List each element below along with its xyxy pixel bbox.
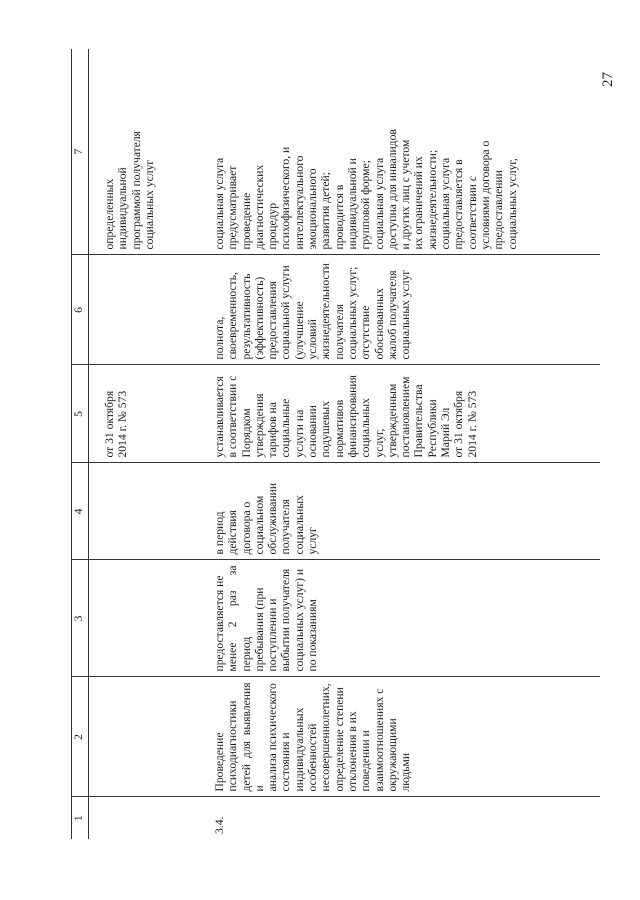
row-number: 3.4.	[213, 816, 226, 834]
service-volume-cell: предоставляется не менее 2 раз за период пребывания (при поступлении и выбытии получателя социальных услуг) и по показаниям	[207, 560, 600, 677]
page-number: 27	[599, 71, 616, 87]
table-cell	[89, 797, 208, 839]
table-cell: от 31 октября 2014 г. № 573	[89, 365, 208, 463]
column-number-row	[72, 49, 89, 839]
table-cell: определенных индивидуальной программой получателя социальных услуг	[89, 49, 208, 255]
table-cell	[89, 463, 208, 560]
column-header: 2	[72, 677, 89, 797]
column-header: 4	[72, 463, 89, 560]
rotated-table-container	[71, 49, 601, 839]
service-tariff-cell: устанавливается в соответствии с Порядком утверждения тарифов на социальные услуги на основании подушевых нормативов финансирования социальных услуг, утвержденным постановлением Правительства Республики Марий Эл от 31 октября 2014 г. № 573	[207, 365, 600, 463]
table-row	[207, 49, 600, 839]
service-name-cell: Проведение психодиагностики детей для выявления и анализа психического состояния и индивидуальных особенностей несовершеннолетних, определение степени отклонения в их поведении и взаимоотношениях с окружающими людьми	[207, 677, 600, 797]
column-header: 5	[72, 365, 89, 463]
table-cell	[89, 560, 208, 677]
column-header: 6	[72, 255, 89, 365]
services-table	[71, 49, 600, 839]
column-header: 3	[72, 560, 89, 677]
table-row	[89, 49, 208, 839]
column-header: 7	[72, 49, 89, 255]
service-period-cell: в период действия договора о социальном обслуживании получателя социальных услуг	[207, 463, 600, 560]
service-conditions-cell: социальная услуга предусматривает проведение диагностических процедур психофизического, и интеллектуального эмоционального развития детей; проводится в индивидуальной и групповой форме; социальная услуга доступна для инвалидов и других лиц с учетом их ограничений их жизнедеятельности; социальная услуга предоставляется в соответствии с условиями договора о предоставлении социальных услуг,	[207, 49, 600, 255]
quality-indicators-cell: полнота, своевременность, результативность (эффективность) предоставления социальной услуги (улучшение условий жизнедеятельности получателя социальных услуг; отсутствие обоснованных жалоб получателя социальных услуг	[207, 255, 600, 365]
table-cell	[89, 677, 208, 797]
column-header: 1	[72, 797, 89, 839]
table-cell	[89, 255, 208, 365]
